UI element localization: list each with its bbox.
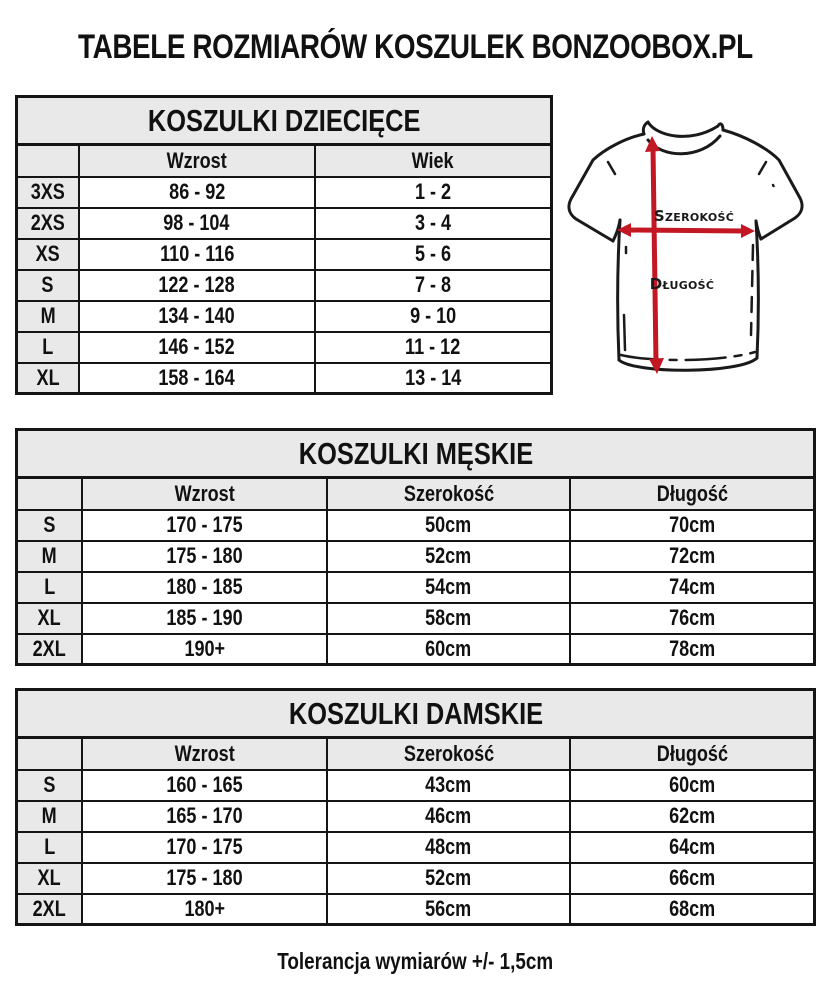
length-cell: 70cm bbox=[570, 510, 814, 541]
size-cell: M bbox=[17, 541, 82, 572]
table-row bbox=[17, 363, 552, 394]
women-size-table bbox=[15, 688, 816, 926]
width-cell: 52cm bbox=[327, 863, 570, 894]
size-cell: M bbox=[17, 301, 79, 332]
size-cell: XS bbox=[17, 239, 79, 270]
men-table-title: KOSZULKI MĘSKIE bbox=[17, 430, 815, 478]
length-cell: 62cm bbox=[570, 801, 814, 832]
length-cell: 64cm bbox=[570, 832, 814, 863]
men-table-header-row bbox=[17, 478, 815, 510]
length-arrow-top-head bbox=[645, 136, 660, 152]
width-cell: 56cm bbox=[327, 894, 570, 925]
height-column-header: Wzrost bbox=[79, 145, 315, 177]
men-table-title-row bbox=[17, 430, 815, 478]
height-cell: 180 - 185 bbox=[82, 572, 327, 603]
right-sleeve-outline bbox=[723, 130, 802, 239]
body-left-edge bbox=[618, 220, 620, 360]
table-row bbox=[17, 832, 815, 863]
size-cell: S bbox=[17, 510, 82, 541]
table-row bbox=[17, 541, 815, 572]
length-column-header: Długość bbox=[570, 738, 814, 770]
kids-table-title-row bbox=[17, 97, 552, 145]
size-cell: 2XS bbox=[17, 208, 79, 239]
size-cell: 2XL bbox=[17, 894, 82, 925]
height-column-header: Wzrost bbox=[82, 478, 327, 510]
length-cell: 78cm bbox=[570, 634, 814, 665]
width-cell: 46cm bbox=[327, 801, 570, 832]
length-cell: 60cm bbox=[570, 770, 814, 801]
width-cell: 50cm bbox=[327, 510, 570, 541]
size-cell: S bbox=[17, 770, 82, 801]
age-cell: 9 - 10 bbox=[315, 301, 551, 332]
size-cell: M bbox=[17, 801, 82, 832]
length-cell: 74cm bbox=[570, 572, 814, 603]
tolerance-note-text: Tolerancja wymiarów +/- 1,5cm bbox=[277, 948, 553, 974]
width-cell: 60cm bbox=[327, 634, 570, 665]
women-table-title: KOSZULKI DAMSKIE bbox=[17, 690, 815, 738]
tshirt-illustration bbox=[560, 100, 830, 400]
size-column-header bbox=[17, 478, 82, 510]
tolerance-note bbox=[0, 948, 830, 975]
size-cell: XL bbox=[17, 363, 79, 394]
length-cell: 72cm bbox=[570, 541, 814, 572]
width-column-header: Szerokość bbox=[327, 478, 570, 510]
table-row bbox=[17, 894, 815, 925]
table-row bbox=[17, 177, 552, 208]
size-cell: L bbox=[17, 832, 82, 863]
size-cell: L bbox=[17, 332, 79, 363]
height-cell: 165 - 170 bbox=[82, 801, 327, 832]
table-row bbox=[17, 572, 815, 603]
table-row bbox=[17, 208, 552, 239]
women-table-header-row bbox=[17, 738, 815, 770]
length-cell: 66cm bbox=[570, 863, 814, 894]
collar-inner-line bbox=[648, 136, 720, 154]
table-row bbox=[17, 801, 815, 832]
length-arrow-line bbox=[653, 148, 656, 362]
table-row bbox=[17, 634, 815, 665]
table-row bbox=[17, 332, 552, 363]
length-cell: 68cm bbox=[570, 894, 814, 925]
height-cell: 170 - 175 bbox=[82, 510, 327, 541]
length-column-header: Długość bbox=[570, 478, 814, 510]
collar-outline bbox=[643, 122, 723, 136]
height-cell: 158 - 164 bbox=[79, 363, 315, 394]
age-cell: 11 - 12 bbox=[315, 332, 551, 363]
size-cell: 3XS bbox=[17, 177, 79, 208]
body-right-edge bbox=[756, 221, 758, 358]
height-cell: 180+ bbox=[82, 894, 327, 925]
height-cell: 86 - 92 bbox=[79, 177, 315, 208]
table-row bbox=[17, 510, 815, 541]
length-label: Długość bbox=[649, 275, 715, 293]
table-row bbox=[17, 863, 815, 894]
height-cell: 190+ bbox=[82, 634, 327, 665]
width-arrow-right-head bbox=[741, 224, 755, 238]
height-cell: 175 - 180 bbox=[82, 541, 327, 572]
tshirt-measurement-diagram bbox=[560, 100, 830, 400]
height-cell: 122 - 128 bbox=[79, 270, 315, 301]
width-cell: 48cm bbox=[327, 832, 570, 863]
width-cell: 52cm bbox=[327, 541, 570, 572]
size-cell: XL bbox=[17, 603, 82, 634]
age-cell: 7 - 8 bbox=[315, 270, 551, 301]
width-column-header: Szerokość bbox=[327, 738, 570, 770]
page-title bbox=[0, 28, 830, 67]
hem-stitch-line bbox=[621, 352, 755, 360]
kids-table-title: KOSZULKI DZIECIĘCE bbox=[17, 97, 552, 145]
table-row bbox=[17, 603, 815, 634]
men-table bbox=[15, 428, 816, 666]
width-cell: 43cm bbox=[327, 770, 570, 801]
table-row bbox=[17, 301, 552, 332]
size-cell: L bbox=[17, 572, 82, 603]
length-arrow-bottom-head bbox=[649, 358, 664, 374]
width-arrow-line bbox=[628, 230, 744, 231]
measurement-arrows bbox=[617, 136, 755, 374]
kids-table bbox=[15, 95, 553, 395]
height-cell: 110 - 116 bbox=[79, 239, 315, 270]
women-table-title-row bbox=[17, 690, 815, 738]
right-shoulder-seam bbox=[759, 162, 766, 174]
left-shoulder-seam bbox=[608, 162, 615, 174]
table-row bbox=[17, 270, 552, 301]
age-cell: 3 - 4 bbox=[315, 208, 551, 239]
height-cell: 146 - 152 bbox=[79, 332, 315, 363]
size-cell: XL bbox=[17, 863, 82, 894]
right-sleeve-dot bbox=[773, 185, 774, 186]
size-column-header bbox=[17, 738, 82, 770]
size-cell: 2XL bbox=[17, 634, 82, 665]
age-cell: 1 - 2 bbox=[315, 177, 551, 208]
table-row bbox=[17, 239, 552, 270]
age-column-header: Wiek bbox=[315, 145, 551, 177]
women-table bbox=[15, 688, 816, 926]
length-cell: 76cm bbox=[570, 603, 814, 634]
table-row bbox=[17, 770, 815, 801]
size-column-header bbox=[17, 145, 79, 177]
height-cell: 185 - 190 bbox=[82, 603, 327, 634]
left-sleeve-outline bbox=[569, 134, 644, 241]
height-cell: 134 - 140 bbox=[79, 301, 315, 332]
height-cell: 160 - 165 bbox=[82, 770, 327, 801]
left-side-seam-line bbox=[624, 315, 625, 350]
height-column-header: Wzrost bbox=[82, 738, 327, 770]
age-cell: 13 - 14 bbox=[315, 363, 551, 394]
width-cell: 58cm bbox=[327, 603, 570, 634]
kids-table-header-row bbox=[17, 145, 552, 177]
height-cell: 175 - 180 bbox=[82, 863, 327, 894]
right-side-seam-dashed bbox=[751, 245, 753, 335]
men-size-table bbox=[15, 428, 816, 666]
size-cell: S bbox=[17, 270, 79, 301]
height-cell: 170 - 175 bbox=[82, 832, 327, 863]
page-title-text: TABELE ROZMIARÓW KOSZULEK BONZOOBOX.PL bbox=[77, 28, 753, 66]
kids-size-table bbox=[15, 95, 553, 395]
width-label: Szerokość bbox=[653, 207, 735, 225]
age-cell: 5 - 6 bbox=[315, 239, 551, 270]
height-cell: 98 - 104 bbox=[79, 208, 315, 239]
width-cell: 54cm bbox=[327, 572, 570, 603]
